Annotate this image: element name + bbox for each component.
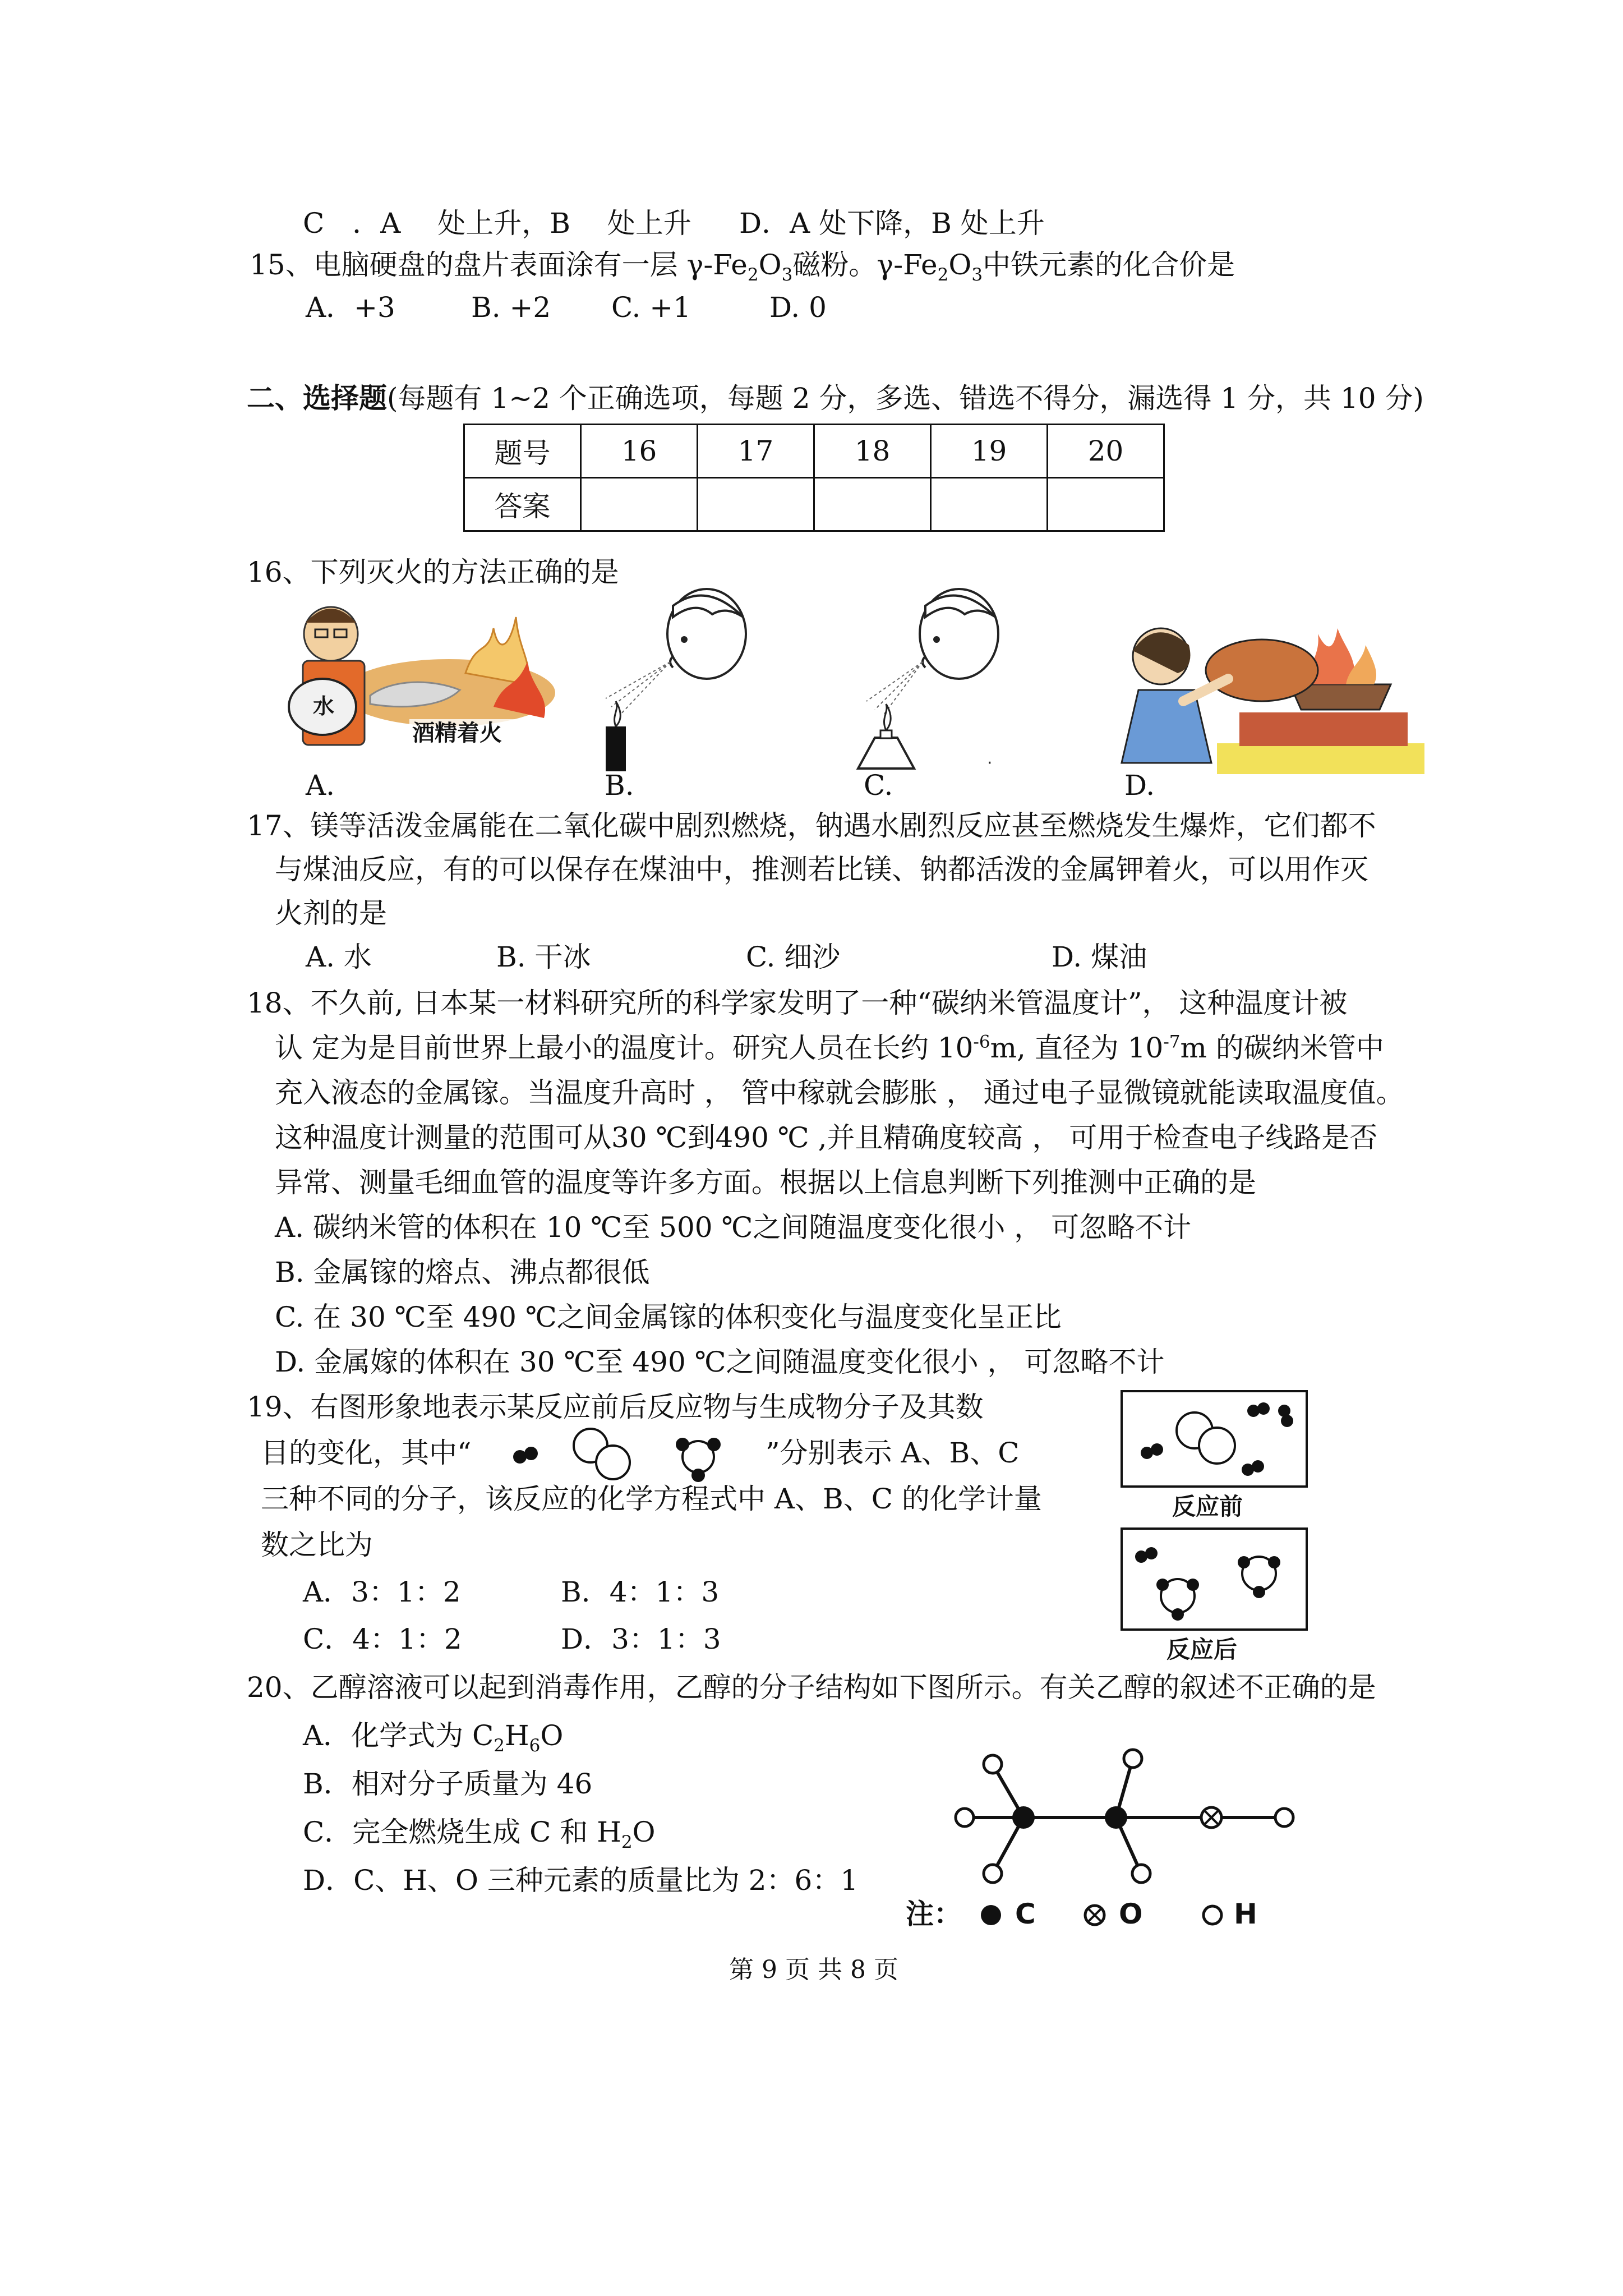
legend-hydrogen-label: H	[1234, 1898, 1257, 1930]
q19-line2-end: ”分别表示 A、B、C	[766, 1437, 1020, 1469]
legend-carbon-label: C	[1015, 1898, 1036, 1930]
q19-line1: 19、右图形象地表示某反应前后反应物与生成物分子及其数	[247, 1391, 984, 1423]
q19-option-b: B．4：1：3	[561, 1576, 720, 1608]
q17-option-c: C. 细沙	[746, 941, 841, 973]
q20-option-c: C．完全燃烧生成 C 和 $H_2O$	[303, 1816, 656, 1852]
q18-option-c: C. 在 30 ℃至 490 ℃之间金属镓的体积变化与温度变化呈正比	[275, 1301, 1062, 1333]
molecule-a-icon	[513, 1447, 538, 1464]
q17-option-d: D. 煤油	[1052, 941, 1147, 973]
q15-option-a: A．+3	[306, 291, 395, 324]
q18-option-a: A. 碳纳米管的体积在 10 ℃至 500 ℃之间随温度变化很小 ， 可忽略不计	[275, 1211, 1192, 1244]
q18-option-b: B. 金属镓的熔点、沸点都很低	[275, 1256, 650, 1289]
page-footer: 第 9 页 共 8 页	[729, 1955, 898, 1984]
q18-option-d: D. 金属嫁的体积在 30 ℃至 490 ℃之间随温度变化很小 ， 可忽略不计	[275, 1346, 1165, 1378]
answer-cell[interactable]	[581, 478, 698, 531]
q18-line5: 异常、测量毛细血管的温度等许多方面。根据以上信息判断下列推测中正确的是	[275, 1166, 1256, 1199]
q19-line2-start: 目的变化，其中“	[261, 1437, 472, 1469]
q15-stem: 15、电脑硬盘的盘片表面涂有一层 $\gamma-Fe_2O_3$磁粉。$\gamma-Fe_2O_3$中铁元素的化合价是	[250, 249, 1235, 285]
legend-hydrogen-icon	[1200, 1903, 1225, 1927]
table-cell: 17	[698, 425, 814, 478]
answer-table-row	[464, 425, 1164, 478]
table-cell: 16	[581, 425, 698, 478]
fire-caption: 酒精着火	[412, 720, 502, 746]
table-cell: 题号	[464, 425, 581, 478]
q18-line2: 认 定为是目前世界上最小的温度计。研究人员在长约 $10^{-6}m$, 直径为 $10^{-7}m$ 的碳纳米管中	[275, 1032, 1384, 1064]
bucket-label: 水	[313, 694, 335, 719]
q20-stem: 20、乙醇溶液可以起到消毒作用，乙醇的分子结构如下图所示。有关乙醇的叙述不正确的是	[247, 1671, 1376, 1704]
legend-note: 注：	[906, 1898, 962, 1930]
oxygen-atom	[1201, 1807, 1221, 1828]
blow-candle-illustration	[589, 583, 757, 774]
answer-table	[463, 424, 1165, 532]
q15-option-d: D. 0	[769, 291, 827, 324]
ethanol-structure-diagram	[948, 1745, 1307, 1890]
q19-option-c: C．4：1：2	[303, 1623, 462, 1655]
q18-line4: 这种温度计测量的范围可从30 ℃到490 ℃ ,并且精确度较高 ， 可用于检查电子线路是否	[275, 1121, 1378, 1154]
q20-option-b: B．相对分子质量为 46	[303, 1768, 593, 1800]
q19-line3: 三种不同的分子，该反应的化学方程式中 A、B、C 的化学计量	[261, 1483, 1042, 1515]
q19-option-d: D．3：1：3	[561, 1623, 721, 1655]
table-cell: 答案	[464, 478, 581, 531]
answer-table-row	[464, 478, 1164, 531]
q15-option-b: B. +2	[471, 291, 551, 324]
q17-line2: 与煤油反应，有的可以保存在煤油中，推测若比镁、钠都活泼的金属钾着火，可以用作灭	[275, 853, 1368, 886]
q14-option-c: C ．A 处上升，B 处上升	[303, 207, 691, 240]
blow-lamp-illustration	[836, 583, 1015, 774]
table-cell: 18	[814, 425, 931, 478]
reaction-diagram	[1119, 1388, 1315, 1669]
before-label: 反应前	[1172, 1493, 1243, 1520]
q17-line1: 17、镁等活泼金属能在二氧化碳中剧烈燃烧，钠遇水剧烈反应甚至燃烧发生爆炸，它们都不	[247, 809, 1376, 842]
q18-line1: 18、不久前, 日本某一材料研究所的科学家发明了一种“碳纳米管温度计”， 这种温度计被	[247, 987, 1348, 1019]
q17-line3: 火剂的是	[275, 897, 387, 930]
q16-label-d: D.	[1124, 769, 1155, 802]
answer-cell[interactable]	[931, 478, 1048, 531]
legend-oxygen-icon	[1082, 1903, 1107, 1927]
molecule-legend-icons	[508, 1422, 749, 1484]
q20-option-d: D．C、H、O 三种元素的质量比为 2：6：1	[303, 1864, 859, 1897]
fire-water-illustration	[264, 595, 555, 763]
lid-cover-illustration	[1099, 617, 1424, 774]
molecule-b-icon	[574, 1429, 630, 1479]
table-cell: 20	[1048, 425, 1164, 478]
q14-option-d: D．A 处下降，B 处上升	[739, 207, 1045, 240]
carbon-atom-1	[1012, 1806, 1035, 1829]
answer-cell[interactable]	[1048, 478, 1164, 531]
legend-oxygen-label: O	[1119, 1898, 1143, 1930]
q18-line3: 充入液态的金属镓。当温度升高时 ， 管中稼就会膨胀 ， 通过电子显微镜就能读取温度值。	[275, 1076, 1404, 1109]
answer-cell[interactable]	[814, 478, 931, 531]
q16-label-a: A.	[306, 769, 335, 802]
q16-label-c: C.	[864, 769, 893, 802]
q16-stem: 16、下列灭火的方法正确的是	[247, 556, 619, 588]
molecule-c-icon	[676, 1438, 721, 1482]
q20-option-a: A．化学式为 $C_2H_6O$	[303, 1719, 564, 1756]
after-label: 反应后	[1166, 1636, 1238, 1663]
q17-option-b: B. 干冰	[496, 941, 591, 973]
carbon-atom-2	[1105, 1806, 1127, 1829]
q19-line4: 数之比为	[261, 1529, 373, 1561]
legend-carbon-icon	[979, 1903, 1003, 1927]
svg-text:·: ·	[987, 753, 993, 773]
q19-option-a: A．3：1：2	[303, 1576, 461, 1608]
q15-option-c: C. +1	[611, 291, 691, 324]
section2-header: 二、选择题(每题有 1~2 个正确选项，每题 2 分，多选、错选不得分，漏选得 1 分，共 10 分)	[247, 381, 1424, 415]
q17-option-a: A. 水	[306, 941, 372, 973]
q16-label-b: B.	[605, 769, 634, 802]
table-cell: 19	[931, 425, 1048, 478]
answer-cell[interactable]	[698, 478, 814, 531]
